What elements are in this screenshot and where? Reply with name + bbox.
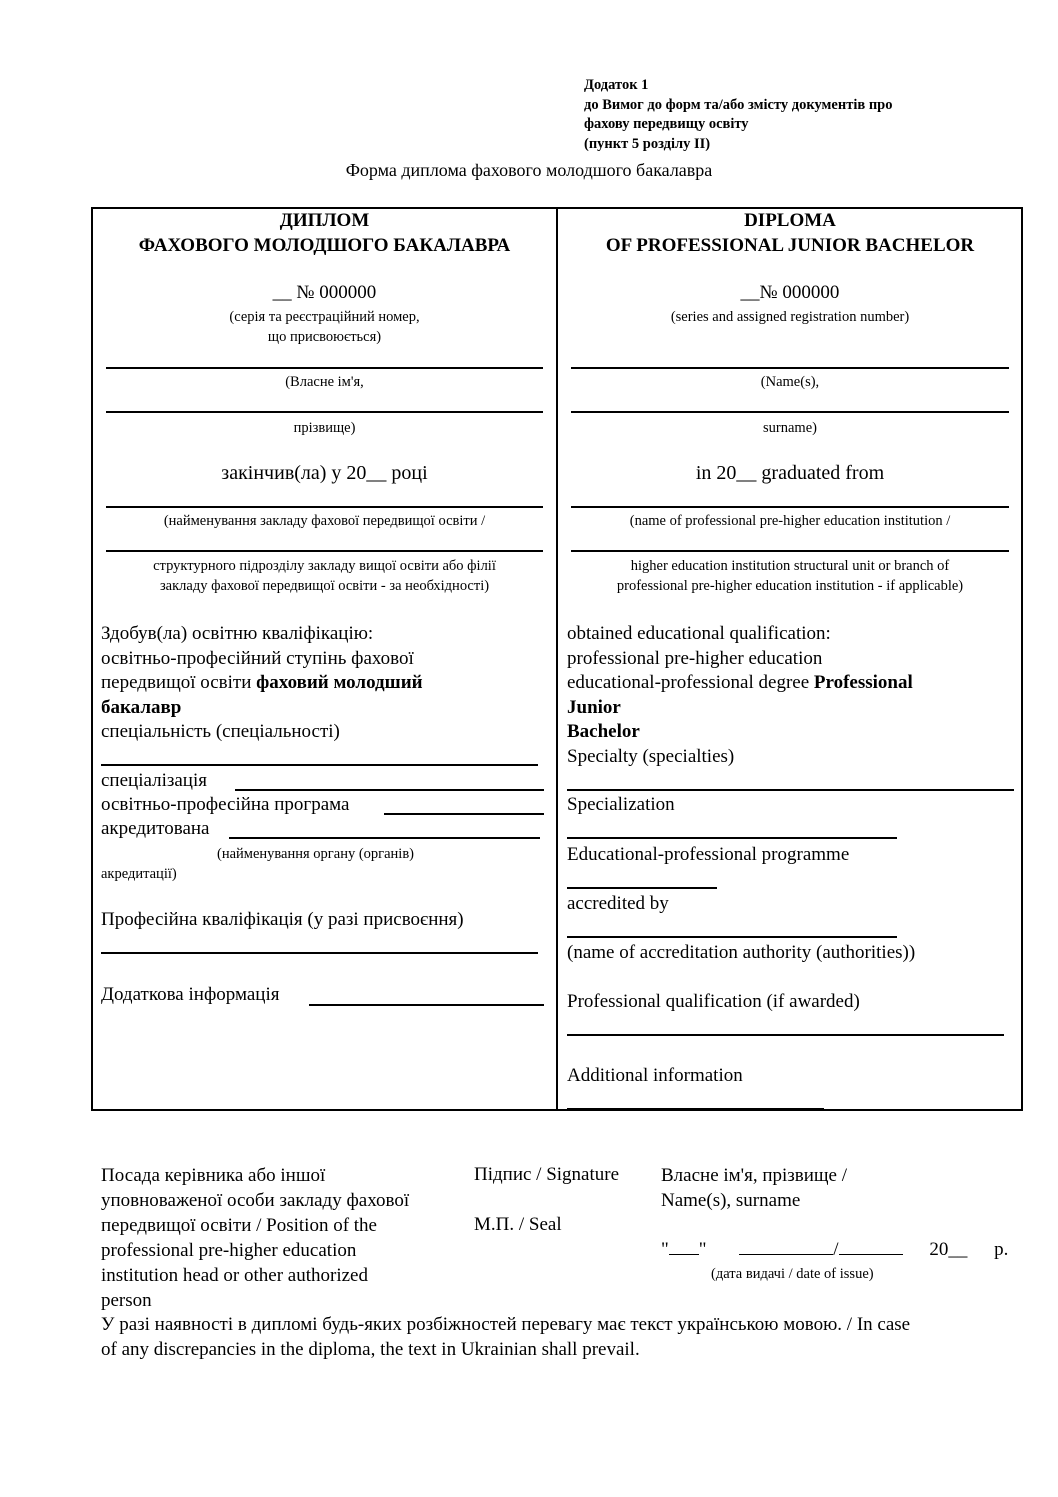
- left-title: [93, 208, 556, 258]
- accreditation-hint-2: акредитації): [101, 866, 177, 882]
- appendix-line: (пункт 5 розділу II): [584, 135, 711, 152]
- programme-field-line-en[interactable]: [567, 887, 717, 889]
- qual-line: [101, 671, 551, 696]
- name-block: [661, 1163, 847, 1213]
- name-field-line[interactable]: [106, 367, 543, 369]
- name-line: Власне ім'я, прізвище /: [661, 1165, 848, 1186]
- quote: ": [661, 1239, 669, 1260]
- qual-degree: Junior: [567, 696, 621, 718]
- note-line: of any discrepancies in the diploma, the text in Ukrainian shall prevail.: [101, 1339, 640, 1360]
- qual-line: освітньо-професійний ступінь фахової: [101, 647, 414, 669]
- right-title: [558, 208, 1022, 258]
- additional-label: Додаткова інформація: [101, 984, 280, 1005]
- left-number-hint: [93, 307, 556, 347]
- left-institution-hint: (найменування закладу фахової передвищої освіти /: [163, 513, 486, 529]
- accredited-field-line[interactable]: [229, 837, 540, 839]
- accredited-field-line-en[interactable]: [567, 936, 897, 938]
- quote: ": [698, 1239, 707, 1260]
- institution-field-line[interactable]: [106, 506, 543, 508]
- additional-field-line[interactable]: [309, 1004, 544, 1006]
- left-number: __ № 000000: [272, 282, 377, 303]
- qual-degree: бакалавр: [101, 696, 182, 718]
- name-line: Name(s), surname: [661, 1190, 801, 1211]
- right-surname-hint: surname): [763, 420, 817, 436]
- additional-label-en: Additional information: [567, 1065, 743, 1086]
- position-line: institution head or other authorized: [101, 1265, 368, 1286]
- appendix-line: до Вимог до форм та/або змісту документів про: [584, 96, 893, 113]
- qual-degree: фаховий молодший: [256, 672, 423, 693]
- position-line: уповноваженої особи закладу фахової: [101, 1190, 410, 1211]
- right-number: __№ 000000: [740, 282, 840, 303]
- hint-line: (серія та реєстраційний номер,: [229, 309, 420, 325]
- specialization-label: спеціалізація: [101, 770, 207, 791]
- position-line: professional pre-higher education: [101, 1240, 357, 1261]
- appendix-number: Додаток 1: [584, 77, 649, 93]
- accredited-label-en: accredited by: [567, 893, 669, 914]
- appendix-line: фахову передвищу освіту: [584, 116, 749, 132]
- day-field[interactable]: [669, 1238, 699, 1255]
- month-field[interactable]: [739, 1238, 833, 1255]
- specialization-label-en: Specialization: [567, 794, 675, 815]
- right-qualification: [567, 622, 1017, 769]
- accredited-label: акредитована: [101, 818, 210, 839]
- specialization-field-line[interactable]: [235, 789, 544, 791]
- diploma-subtitle-en: OF PROFESSIONAL JUNIOR BACHELOR: [605, 235, 975, 256]
- month-en-field[interactable]: [839, 1238, 903, 1255]
- qual-line: Здобув(ла) освітню кваліфікацію:: [101, 623, 374, 644]
- year-suffix: р.: [994, 1239, 1009, 1260]
- position-block: [101, 1163, 471, 1313]
- qual-line: [567, 696, 1017, 721]
- accreditation-hint-en: (name of accreditation authority (authorities)): [567, 942, 916, 963]
- date-hint: (дата видачі / date of issue): [711, 1266, 874, 1282]
- name-field-line-en[interactable]: [571, 367, 1009, 369]
- appendix-header: [584, 76, 893, 154]
- specialty-label-en: Specialty (specialties): [567, 745, 735, 767]
- additional-field-line-en[interactable]: [567, 1108, 824, 1110]
- qual-text: educational-professional degree: [567, 672, 814, 693]
- diploma-title-en: DIPLOMA: [744, 210, 836, 231]
- form-title: Форма диплома фахового молодшого бакалавра: [345, 160, 713, 180]
- programme-label: освітньо-професійна програма: [101, 794, 350, 815]
- right-graduated: in 20__ graduated from: [695, 462, 885, 484]
- qual-line: [567, 671, 1017, 696]
- position-line: передвищої освіти / Position of the: [101, 1215, 377, 1236]
- qual-line: obtained educational qualification:: [567, 623, 831, 644]
- left-name-hint: (Власне ім'я,: [285, 374, 364, 390]
- diploma-subtitle-ua: ФАХОВОГО МОЛОДШОГО БАКАЛАВРА: [138, 235, 511, 256]
- qual-degree: Bachelor: [567, 721, 640, 742]
- qual-line: [101, 696, 551, 721]
- position-line: person: [101, 1290, 152, 1311]
- note-line: У разі наявності в дипломі будь-яких розбіжностей перевагу має текст українською мовою. / In case: [101, 1314, 911, 1335]
- prof-qual-field-line-en[interactable]: [567, 1034, 1004, 1036]
- qual-line: professional pre-higher education: [567, 647, 823, 669]
- slash: /: [833, 1239, 839, 1260]
- surname-field-line[interactable]: [106, 411, 543, 413]
- specialty-field-line-en[interactable]: [567, 789, 1014, 791]
- discrepancy-note: [101, 1312, 1031, 1362]
- qual-line: [567, 720, 1017, 745]
- programme-label-en: Educational-professional programme: [567, 844, 850, 865]
- left-graduated: закінчив(ла) у 20__ році: [221, 462, 428, 484]
- signature-label: Підпис / Signature: [474, 1164, 620, 1185]
- hint-line: що присвоюється): [267, 329, 382, 345]
- right-number-hint: (series and assigned registration number): [670, 309, 910, 325]
- left-institution-hint-2: [93, 556, 556, 596]
- specialization-field-line-en[interactable]: [567, 837, 897, 839]
- column-divider: [556, 207, 558, 1111]
- prof-qual-label-en: Professional qualification (if awarded): [567, 991, 860, 1012]
- surname-field-line-en[interactable]: [571, 411, 1009, 413]
- hint-line: закладу фахової передвищої освіти - за необхідності): [159, 578, 490, 594]
- institution-field-line-2[interactable]: [106, 550, 543, 552]
- specialty-label: спеціальність (спеціальності): [101, 721, 340, 742]
- prof-qual-label: Професійна кваліфікація (у разі присвоєння): [101, 909, 464, 930]
- seal-label: М.П. / Seal: [474, 1214, 562, 1235]
- diploma-title-ua: ДИПЛОМ: [279, 210, 370, 231]
- year-field[interactable]: 20__: [929, 1239, 968, 1260]
- right-institution-hint-2: [558, 556, 1022, 596]
- position-line: Посада керівника або іншої: [101, 1165, 326, 1186]
- date-of-issue: [661, 1238, 1021, 1263]
- hint-line: higher education institution structural unit or branch of: [630, 558, 950, 574]
- hint-line: структурного підрозділу закладу вищої освіти або філії: [153, 558, 496, 574]
- prof-qual-field-line[interactable]: [101, 952, 538, 954]
- left-surname-hint: прізвище): [293, 420, 356, 436]
- accreditation-hint: (найменування органу (органів): [217, 846, 415, 862]
- right-name-hint: (Name(s),: [760, 374, 820, 390]
- qual-text: передвищої освіти: [101, 672, 257, 693]
- programme-field-line[interactable]: [384, 813, 544, 815]
- qual-degree: Professional: [813, 672, 913, 693]
- left-qualification: [101, 622, 551, 745]
- institution-field-line-en-2[interactable]: [571, 550, 1009, 552]
- specialty-field-line[interactable]: [101, 764, 538, 766]
- hint-line: professional pre-higher education institution - if applicable): [616, 578, 964, 594]
- right-institution-hint: (name of professional pre-higher education institution /: [629, 513, 951, 529]
- institution-field-line-en[interactable]: [571, 506, 1009, 508]
